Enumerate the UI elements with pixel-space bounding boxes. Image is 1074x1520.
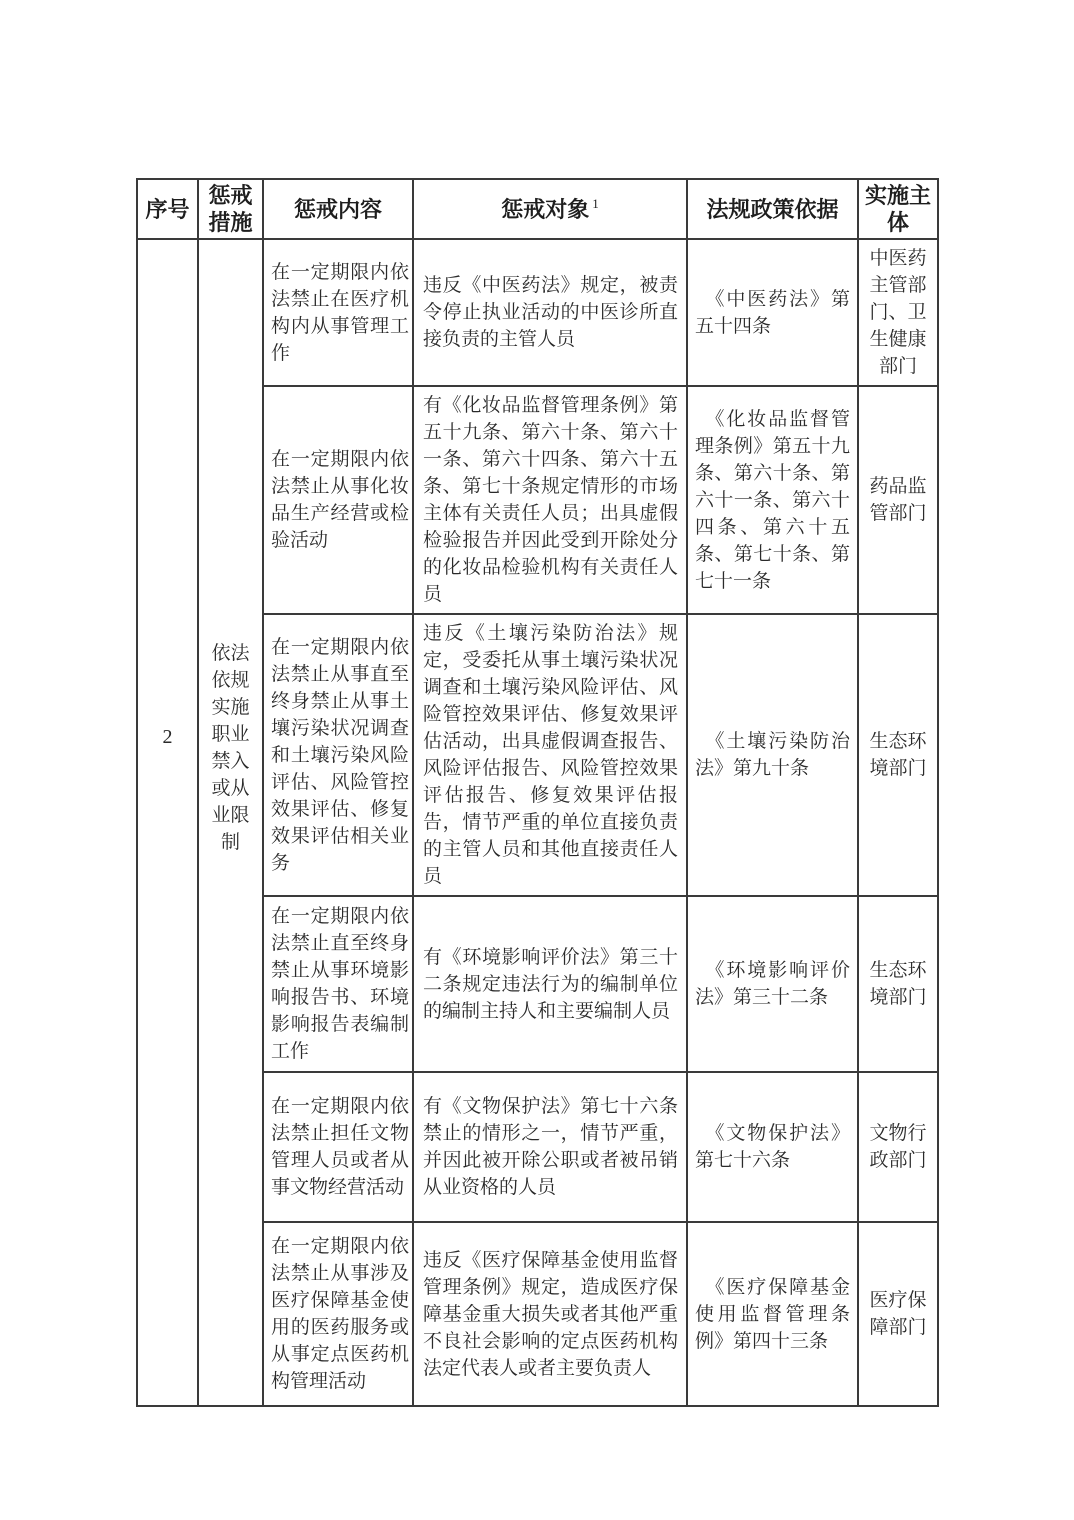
- content-cell: 在一定期限内依法禁止在医疗机构内从事管理工作: [263, 239, 413, 386]
- table-row: [137, 239, 938, 386]
- target-cell: 违反《土壤污染防治法》规定，受委托从事土壤污染状况调查和土壤污染风险评估、风险管控效果评估、修复效果评估活动，出具虚假调查报告、风险评估报告、风险管控效果评估报告、修复效果评估报告，情节严重的单位直接负责的主管人员和其他直接责任人员: [413, 614, 687, 896]
- footnote-reference-mark: 1: [592, 196, 599, 212]
- col-header-measure: [198, 179, 263, 239]
- col-header-content-label: 惩戒内容: [293, 196, 382, 222]
- basis-cell: 《医疗保障基金使用监督管理条例》第四十三条: [687, 1222, 858, 1406]
- content-cell: 在一定期限内依法禁止从事直至终身禁止从事土壤污染状况调查和土壤污染风险评估、风险管控效果评估、修复效果评估相关业务: [263, 614, 413, 896]
- discipline-measures-table: [136, 178, 939, 1407]
- col-header-authority: [858, 179, 938, 239]
- content-cell: 在一定期限内依法禁止从事化妆品生产经营或检验活动: [263, 386, 413, 614]
- content-cell: 在一定期限内依法禁止从事涉及医疗保障基金使用的医药服务或从事定点医药机构管理活动: [263, 1222, 413, 1406]
- col-header-basis-label: 法规政策依据: [706, 196, 839, 222]
- basis-cell: 《环境影响评价法》第三十二条: [687, 896, 858, 1072]
- authority-cell: 文物行政部门: [858, 1072, 938, 1222]
- basis-cell: 《化妆品监督管理条例》第五十九条、第六十条、第六十一条、第六十四条、第六十五条、第七十条、第七十一条: [687, 386, 858, 614]
- target-cell: 有《环境影响评价法》第三十二条规定违法行为的编制单位的编制主持人和主要编制人员: [413, 896, 687, 1072]
- col-header-measure-label: 惩戒措施: [208, 183, 253, 235]
- serial-number-cell: 2: [137, 239, 198, 1406]
- col-header-content: [263, 179, 413, 239]
- target-cell: 违反《中医药法》规定，被责令停止执业活动的中医诊所直接负责的主管人员: [413, 239, 687, 386]
- basis-cell: 《文物保护法》第七十六条: [687, 1072, 858, 1222]
- basis-cell: 《土壤污染防治法》第九十条: [687, 614, 858, 896]
- col-header-serial: [137, 179, 198, 239]
- authority-cell: 药品监管部门: [858, 386, 938, 614]
- authority-cell: 生态环境部门: [858, 614, 938, 896]
- authority-cell: 医疗保障部门: [858, 1222, 938, 1406]
- authority-cell: 生态环境部门: [858, 896, 938, 1072]
- target-cell: 违反《医疗保障基金使用监督管理条例》规定，造成医疗保障基金重大损失或者其他严重不良社会影响的定点医药机构法定代表人或者主要负责人: [413, 1222, 687, 1406]
- target-cell: 有《化妆品监督管理条例》第五十九条、第六十条、第六十一条、第六十四条、第六十五条、第七十条规定情形的市场主体有关责任人员；出具虚假检验报告并因此受到开除处分的化妆品检验机构有关责任人员: [413, 386, 687, 614]
- col-header-authority-label: 实施主体: [864, 183, 931, 235]
- table-header-row: [137, 179, 938, 239]
- target-cell: 有《文物保护法》第七十六条禁止的情形之一，情节严重，并因此被开除公职或者被吊销从业资格的人员: [413, 1072, 687, 1222]
- col-header-serial-label: 序号: [145, 196, 190, 222]
- col-header-target-label: 惩戒对象: [501, 196, 590, 222]
- authority-cell: 中医药主管部门、卫生健康部门: [858, 239, 938, 386]
- content-cell: 在一定期限内依法禁止担任文物管理人员或者从事文物经营活动: [263, 1072, 413, 1222]
- basis-cell: 《中医药法》第五十四条: [687, 239, 858, 386]
- col-header-target: [413, 179, 687, 239]
- content-cell: 在一定期限内依法禁止直至终身禁止从事环境影响报告书、环境影响报告表编制工作: [263, 896, 413, 1072]
- measure-category-cell: 依法依规实施职业禁入或从业限制: [198, 239, 263, 1406]
- col-header-basis: [687, 179, 858, 239]
